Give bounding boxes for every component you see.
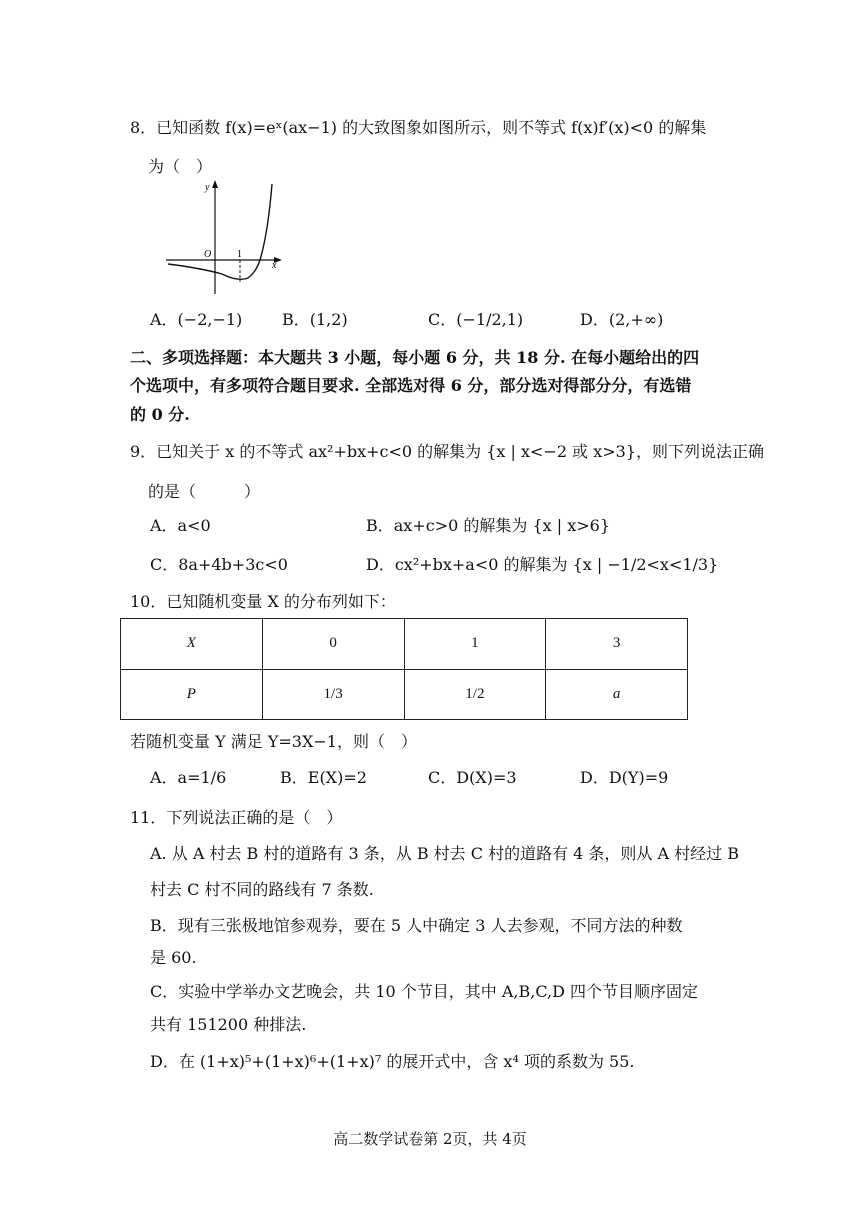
q11-c-line2: 共有 151200 种排法. xyxy=(150,1015,307,1034)
q11-b-line1: B．现有三张极地馆参观券，要在 5 人中确定 3 人去参观，不同方法的种数 xyxy=(150,916,683,935)
q11-line1: 11．下列说法正确的是（ ） xyxy=(130,808,343,827)
q8-option-a: A．(−2,−1) xyxy=(150,310,243,329)
function-graph xyxy=(160,178,290,298)
table-cell: 1/3 xyxy=(262,669,404,720)
table-row xyxy=(121,669,688,720)
q9-option-d: D．cx²+bx+a<0 的解集为 {x | −1/2<x<1/3} xyxy=(366,555,719,574)
page-footer: 高二数学试卷第 2页，共 4页 xyxy=(333,1130,527,1148)
q11-b-line2: 是 60. xyxy=(150,948,197,967)
q8-line1: 8．已知函数 f(x)=eˣ(ax−1) 的大致图象如图所示，则不等式 f(x)f′(x)<0 的解集 xyxy=(130,118,707,137)
q11-a-line1: A. 从 A 村去 B 村的道路有 3 条，从 B 村去 C 村的道路有 4 条，则从 A 村经过 B xyxy=(150,844,740,863)
q11-c-line1: C．实验中学举办文艺晚会，共 10 个节目，其中 A,B,C,D 四个节目顺序固定 xyxy=(150,982,699,1001)
q10-option-d: D．D(Y)=9 xyxy=(580,768,669,787)
table-cell: a xyxy=(546,669,688,720)
section2-line1: 二、多项选择题：本大题共 3 小题，每小题 6 分，共 18 分. 在每小题给出的四 xyxy=(130,348,700,367)
q10-option-a: A．a=1/6 xyxy=(150,768,227,787)
table-cell: 1/2 xyxy=(404,669,546,720)
q10-line1: 10．已知随机变量 X 的分布列如下： xyxy=(130,592,396,611)
q9-option-b: B．ax+c>0 的解集为 {x | x>6} xyxy=(366,516,611,535)
q8-option-b: B．(1,2) xyxy=(282,310,348,329)
table-cell: 3 xyxy=(546,619,688,670)
q9-line1: 9．已知关于 x 的不等式 ax²+bx+c<0 的解集为 {x | x<−2 或 x>3}，则下列说法正确 xyxy=(130,442,764,461)
table-cell: P xyxy=(121,669,263,720)
graph-label-origin: O xyxy=(204,249,212,260)
q10-option-b: B．E(X)=2 xyxy=(280,768,367,787)
q9-line2: 的是（ ） xyxy=(148,482,261,501)
q8-line2: 为（ ） xyxy=(148,157,213,176)
graph-label-y: y xyxy=(205,182,210,193)
q10-option-c: C．D(X)=3 xyxy=(428,768,517,787)
section2-line2: 个选项中，有多项符合题目要求. 全部选对得 6 分，部分选对得部分分，有选错 xyxy=(130,376,692,395)
table-row xyxy=(121,619,688,670)
q8-option-c: C．(−1/2,1) xyxy=(428,310,524,329)
q11-a-line2: 村去 C 村不同的路线有 7 条数. xyxy=(150,880,374,899)
distribution-table xyxy=(120,618,688,720)
graph-label-x: x xyxy=(272,260,277,271)
table-cell: 0 xyxy=(262,619,404,670)
q9-option-c: C．8a+4b+3c<0 xyxy=(150,555,288,574)
table-cell: 1 xyxy=(404,619,546,670)
graph-label-one: 1 xyxy=(237,249,242,260)
q9-option-a: A．a<0 xyxy=(150,516,211,535)
table-cell: X xyxy=(121,619,263,670)
q11-d-line1: D．在 (1+x)⁵+(1+x)⁶+(1+x)⁷ 的展开式中，含 x⁴ 项的系数为 55. xyxy=(150,1052,635,1071)
section2-line3: 的 0 分. xyxy=(130,405,190,424)
q8-option-d: D．(2,+∞) xyxy=(580,310,664,329)
q10-line2: 若随机变量 Y 满足 Y=3X−1，则（ ） xyxy=(130,732,417,751)
